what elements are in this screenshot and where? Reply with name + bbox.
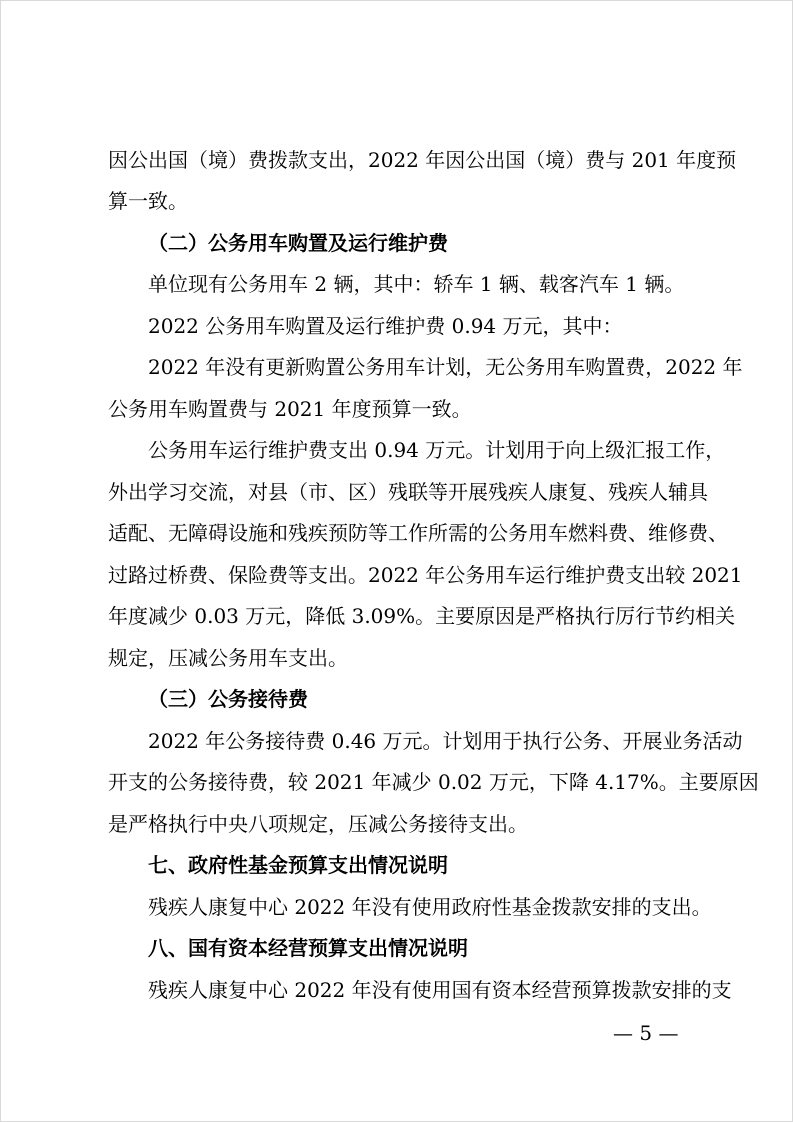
section-heading: 八、国有资本经营预算支出情况说明 [148, 936, 468, 960]
section-heading: （二）公务用车购置及运行维护费 [148, 231, 448, 255]
paragraph-line: 开支的公务接待费，较 2021 年减少 0.02 万元，下降 4.17%。主要原因 [108, 770, 759, 794]
paragraph-line: 算一致。 [108, 189, 188, 213]
paragraph-line: 2022 年没有更新购置公务用车计划，无公务用车购置费，2022 年 [148, 355, 743, 379]
paragraph-line: 单位现有公务用车 2 辆，其中：轿车 1 辆、载客汽车 1 辆。 [148, 272, 685, 296]
paragraph-line: 残疾人康复中心 2022 年没有使用政府性基金拨款安排的支出。 [148, 895, 712, 919]
paragraph-line: 因公出国（境）费拨款支出，2022 年因公出国（境）费与 201 年度预 [108, 148, 737, 172]
section-heading: 七、政府性基金预算支出情况说明 [148, 853, 448, 877]
paragraph-line: 公务用车运行维护费支出 0.94 万元。计划用于向上级汇报工作， [148, 438, 726, 462]
paragraph-line: 2022 年公务接待费 0.46 万元。计划用于执行公务、开展业务活动 [148, 729, 743, 753]
paragraph-line: 过路过桥费、保险费等支出。2022 年公务用车运行维护费支出较 2021 [108, 563, 743, 587]
paragraph-line: 外出学习交流，对县（市、区）残联等开展残疾人康复、残疾人辅具 [108, 480, 708, 504]
paragraph-line: 是严格执行中央八项规定，压减公务接待支出。 [108, 812, 528, 836]
paragraph-line: 残疾人康复中心 2022 年没有使用国有资本经营预算拨款安排的支 [148, 978, 732, 1002]
paragraph-line: 公务用车购置费与 2021 年度预算一致。 [108, 397, 472, 421]
section-heading: （三）公务接待费 [148, 687, 308, 711]
paragraph-line: 年度减少 0.03 万元，降低 3.09%。主要原因是严格执行厉行节约相关 [108, 604, 736, 628]
paragraph-line: 2022 公务用车购置及运行维护费 0.94 万元，其中： [148, 314, 623, 338]
paragraph-line: 规定，压减公务用车支出。 [108, 646, 348, 670]
page-number: — 5 — [613, 1021, 679, 1045]
paragraph-line: 适配、无障碍设施和残疾预防等工作所需的公务用车燃料费、维修费、 [108, 521, 728, 545]
